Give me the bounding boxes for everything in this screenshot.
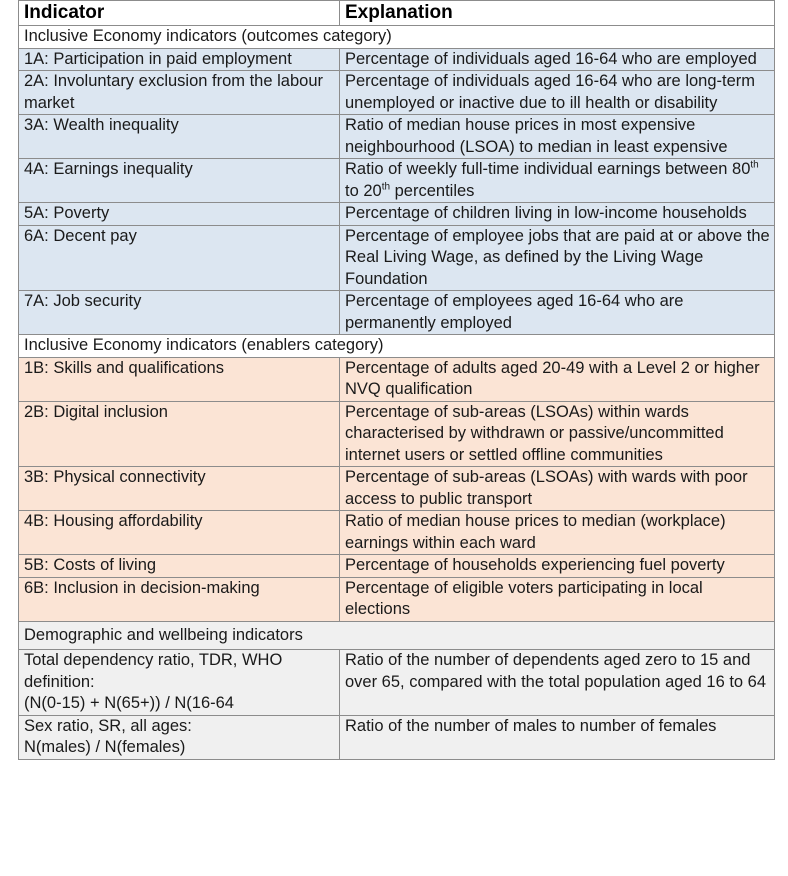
section-title-outcomes: Inclusive Economy indicators (outcomes category): [19, 26, 775, 49]
superscript: th: [750, 159, 759, 171]
header-indicator: Indicator: [19, 1, 340, 26]
indicator-cell: 4A: Earnings inequality: [19, 159, 340, 203]
explanation-cell: Percentage of eligible voters participating in local elections: [340, 577, 775, 621]
section-row-demographic: [19, 621, 775, 650]
table-row: [19, 225, 775, 291]
indicator-cell: 5A: Poverty: [19, 203, 340, 226]
indicator-text: Sex ratio, SR, all ages:: [24, 716, 192, 735]
explanation-text: Ratio of weekly full-time individual earnings between 80: [345, 160, 751, 178]
indicator-formula: N(males) / N(females): [24, 738, 186, 756]
indicator-cell: 4B: Housing affordability: [19, 511, 340, 555]
section-row-outcomes: [19, 26, 775, 49]
indicator-cell: 5B: Costs of living: [19, 555, 340, 578]
indicator-table-container: [18, 0, 774, 760]
indicator-cell: [19, 650, 340, 716]
explanation-cell: Ratio of the number of males to number of females: [340, 715, 775, 759]
explanation-cell: Percentage of employee jobs that are paid at or above the Real Living Wage, as defined by the Living Wage Foundation: [340, 225, 775, 291]
explanation-cell: Ratio of the number of dependents aged zero to 15 and over 65, compared with the total population aged 16 to 64: [340, 650, 775, 716]
explanation-cell: Percentage of households experiencing fuel poverty: [340, 555, 775, 578]
table-row: [19, 650, 775, 716]
indicator-cell: 7A: Job security: [19, 291, 340, 335]
explanation-text: to 20: [345, 181, 382, 200]
table-row: [19, 203, 775, 226]
table-row: [19, 291, 775, 335]
table-row: [19, 715, 775, 759]
indicator-cell: 1A: Participation in paid employment: [19, 48, 340, 71]
header-row: [19, 1, 775, 26]
indicator-cell: 6B: Inclusion in decision-making: [19, 577, 340, 621]
table-row: [19, 115, 775, 159]
indicator-cell: 6A: Decent pay: [19, 225, 340, 291]
table-row: [19, 401, 775, 467]
explanation-cell: Percentage of children living in low-income households: [340, 203, 775, 226]
table-row: [19, 511, 775, 555]
table-row: [19, 71, 775, 115]
indicator-cell: 1B: Skills and qualifications: [19, 357, 340, 401]
explanation-cell: Percentage of sub-areas (LSOAs) within wards characterised by withdrawn or passive/uncommitted internet users or settled offline communities: [340, 401, 775, 467]
indicator-text: Total dependency ratio, TDR, WHO definition:: [24, 651, 283, 691]
explanation-cell: Percentage of individuals aged 16-64 who are employed: [340, 48, 775, 71]
indicator-formula: (N(0-15) + N(65+)) / N(16-64: [24, 694, 234, 712]
indicator-cell: 2A: Involuntary exclusion from the labour market: [19, 71, 340, 115]
indicator-cell: [19, 715, 340, 759]
explanation-cell: Percentage of adults aged 20-49 with a Level 2 or higher NVQ qualification: [340, 357, 775, 401]
explanation-cell: Percentage of employees aged 16-64 who are permanently employed: [340, 291, 775, 335]
table-row: [19, 555, 775, 578]
section-title-enablers: Inclusive Economy indicators (enablers category): [19, 335, 775, 358]
table-row: [19, 577, 775, 621]
section-row-enablers: [19, 335, 775, 358]
table-row: [19, 357, 775, 401]
table-row: [19, 159, 775, 203]
explanation-cell: [340, 159, 775, 203]
explanation-text: percentiles: [390, 181, 475, 200]
section-title-demographic: Demographic and wellbeing indicators: [19, 621, 775, 650]
explanation-cell: Ratio of median house prices in most expensive neighbourhood (LSOA) to median in least expensive: [340, 115, 775, 159]
indicator-cell: 3A: Wealth inequality: [19, 115, 340, 159]
table-row: [19, 48, 775, 71]
indicator-cell: 2B: Digital inclusion: [19, 401, 340, 467]
superscript: th: [381, 181, 391, 192]
indicators-table: [18, 0, 775, 760]
explanation-cell: Percentage of sub-areas (LSOAs) with wards with poor access to public transport: [340, 467, 775, 511]
table-row: [19, 467, 775, 511]
header-explanation: Explanation: [340, 1, 775, 26]
explanation-cell: Percentage of individuals aged 16-64 who are long-term unemployed or inactive due to ill health or disability: [340, 71, 775, 115]
indicator-cell: 3B: Physical connectivity: [19, 467, 340, 511]
explanation-cell: Ratio of median house prices to median (workplace) earnings within each ward: [340, 511, 775, 555]
